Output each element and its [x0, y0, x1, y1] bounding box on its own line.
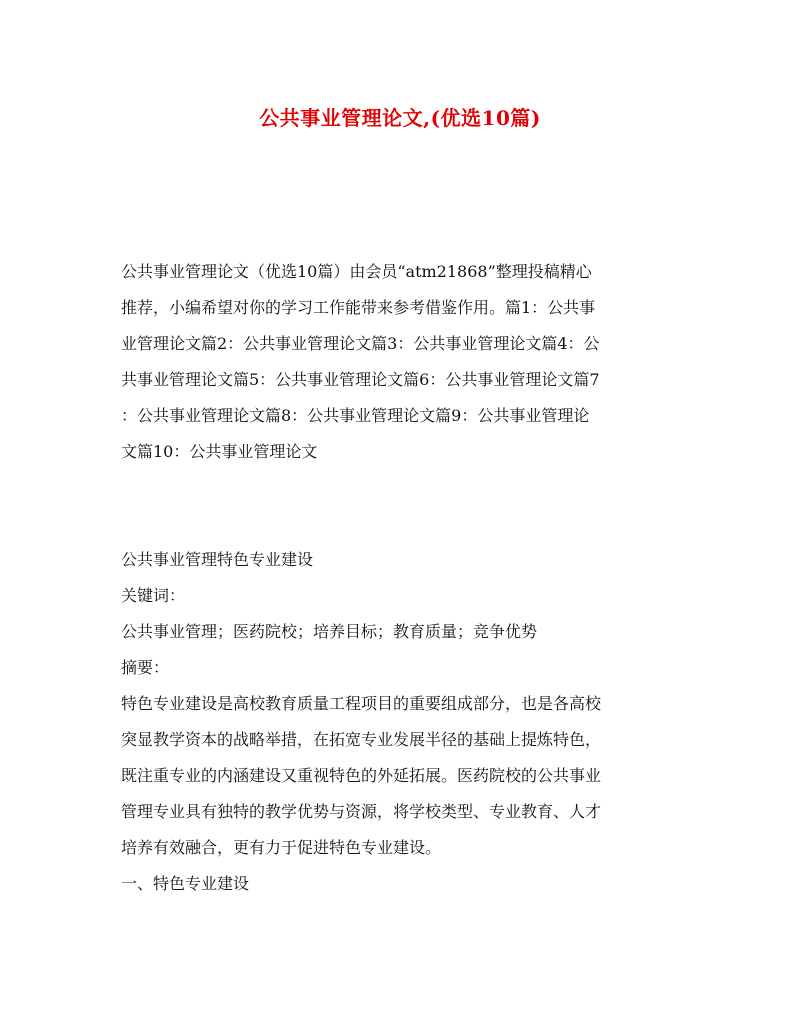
- article-body: [121, 542, 681, 902]
- abstract-line: 既注重专业的内涵建设又重视特色的外延拓展。医药院校的公共事业: [121, 766, 602, 785]
- intro-line: 文篇10：公共事业管理论文: [121, 442, 318, 461]
- abstract-line: 突显教学资本的战略举措，在拓宽专业发展半径的基础上提炼特色，: [121, 730, 602, 749]
- abstract-line: 特色专业建设是高校教育质量工程项目的重要组成部分，也是各高校: [121, 694, 602, 713]
- abstract-label: 摘要：: [121, 658, 170, 677]
- intro-line: 共事业管理论文篇5：公共事业管理论文篇6：公共事业管理论文篇7: [121, 370, 600, 389]
- abstract-line: 培养有效融合，更有力于促进特色专业建设。: [121, 838, 442, 857]
- article-title: 公共事业管理特色专业建设: [121, 550, 314, 569]
- section-heading: 一、特色专业建设: [121, 874, 250, 893]
- intro-line: ：公共事业管理论文篇8：公共事业管理论文篇9：公共事业管理论: [121, 406, 590, 425]
- abstract-line: 管理专业具有独特的教学优势与资源，将学校类型、专业教育、人才: [121, 802, 602, 821]
- intro-line: 公共事业管理论文（优选10篇）由会员“atm21868”整理投稿精心: [121, 262, 592, 281]
- intro-paragraph: [121, 254, 681, 470]
- document-title: 公共事业管理论文,(优选10篇): [259, 106, 541, 130]
- keywords-label: 关键词：: [121, 586, 186, 605]
- intro-line: 推荐，小编希望对你的学习工作能带来参考借鉴作用。篇1：公共事: [121, 298, 596, 317]
- keywords-text: 公共事业管理；医药院校；培养目标；教育质量；竞争优势: [121, 622, 538, 641]
- intro-line: 业管理论文篇2：公共事业管理论文篇3：公共事业管理论文篇4：公: [121, 334, 600, 353]
